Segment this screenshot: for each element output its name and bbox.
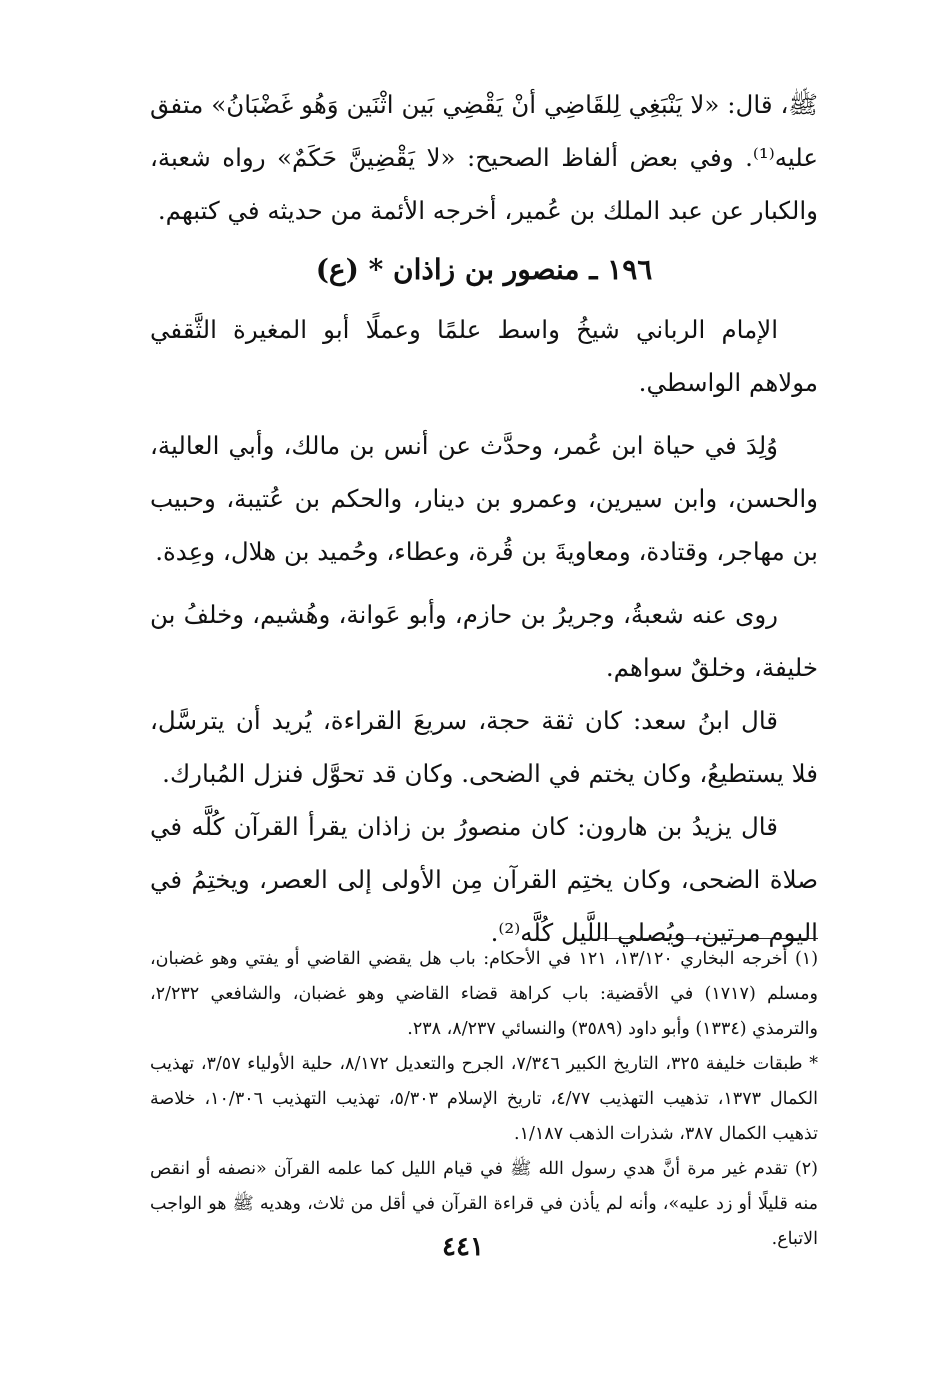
footnotes bbox=[150, 942, 818, 1257]
paragraph-intro: الإمام الرباني شيخُ واسط علمًا وعملًا أبو المغيرة الثَّقفي مولاهم الواسطي. bbox=[150, 315, 818, 397]
footnote-2: (٢) تقدم غير مرة أنَّ هدي رسول الله ﷺ في قيام الليل كما علمه القرآن «نصفه أو انقص منه قليلًا أو زد عليه»، وأنه لم يأذن في قراءة القرآن في أقل من ثلاث، وهديه ﷺ هو الواجب الاتباع. bbox=[150, 1159, 818, 1249]
paragraph-teachers: وُلِدَ في حياة ابن عُمر، وحدَّث عن أنس بن مالك، وأبي العالية، والحسن، وابن سيرين، وعمرو بن دينار، والحكم بن عُتيبة، وحبيب بن مهاجر، وقتادة، ومعاويةَ بن قُرة، وعطاء، وحُميد بن هلال، وعِدة. bbox=[150, 431, 818, 566]
footnote-divider bbox=[600, 938, 818, 939]
biography-heading: ١٩٦ ـ منصور بن زاذان * (ع) bbox=[315, 253, 653, 286]
footnote-1: (١) أخرجه البخاري ١٣/١٢٠، ١٢١ في الأحكام: باب هل يقضي القاضي أو يفتي وهو غضبان، ومسلم (١٧١٧) في الأقضية: باب كراهة قضاء القاضي وهو غضبان، والشافعي ٢/٢٣٢، والترمذي (١٣٣٤) وأبو داود (٣٥٨٩) والنسائي ٨/٢٣٧، ٢٣٨. bbox=[150, 949, 819, 1039]
main-text bbox=[150, 78, 818, 959]
paragraph-students: روى عنه شعبةُ، وجريرُ بن حازم، وأبو عَوانة، وهُشيم، وخلفُ بن خليفة، وخلقٌ سواهم. bbox=[150, 600, 818, 682]
paragraph-yazid: قال يزيدُ بن هارون: كان منصورُ بن زاذان يقرأ القرآن كُلَّه في صلاة الضحى، وكان يختِم القرآن مِن الأولى إلى العصر، ويختِمُ في اليوم مرتين، ويُصلي اللَّيل كُلَّه⁽²⁾. bbox=[150, 812, 818, 947]
page-number: ٤٤١ bbox=[442, 1232, 484, 1262]
paragraph-hadith-continuation: ﷺ، قال: «لا يَنْبَغِي لِلقَاضِي أنْ يَقْضِي بَين اثْنَين وَهُو غَضْبَانُ» متفق عليه⁽¹⁾. وفي بعض ألفاظ الصحيح: «لا يَقْضِينَّ حَكَمٌ» رواه شعبة، والكبار عن عبد الملك بن عُمير، أخرجه الأئمة من حديثه في كتبهم. bbox=[150, 90, 818, 225]
footnote-sources: * طبقات خليفة ٣٢٥، التاريخ الكبير ٧/٣٤٦، الجرح والتعديل ٨/١٧٢، حلية الأولياء ٣/٥٧، تهذيب الكمال ١٣٧٣، تذهيب التهذيب ٤/٧٧، تاريخ الإسلام ٥/٣٠٣، تهذيب التهذيب ١٠/٣٠٦، خلاصة تذهيب الكمال ٣٨٧، شذرات الذهب ١/١٨٧. bbox=[150, 1054, 819, 1144]
paragraph-ibn-saad: قال ابنُ سعد: كان ثقة حجة، سريعَ القراءة، يُريد أن يترسَّل، فلا يستطيعُ، وكان يختم في الضحى. وكان قد تحوَّل فنزل المُبارك. bbox=[150, 706, 818, 788]
